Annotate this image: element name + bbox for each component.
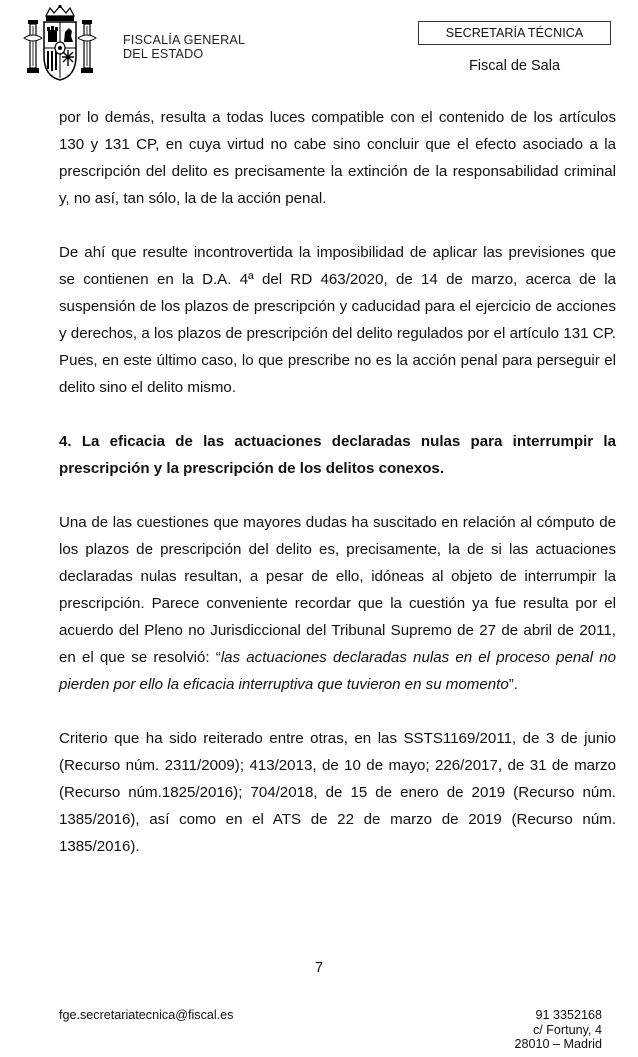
paragraph-3 [59, 509, 616, 698]
section-subtitle: Fiscal de Sala [468, 58, 561, 74]
footer-street: c/ Fortuny, 4 [532, 1022, 602, 1037]
institution-name [123, 33, 245, 61]
section-box: SECRETARÍA TÉCNICA [418, 21, 611, 45]
spanish-coat-of-arms-icon [16, 4, 104, 82]
footer-contact [514, 1008, 602, 1052]
paragraph-4: Criterio que ha sido reiterado entre otras, en las SSTS1169/2011, de 3 de junio (Recurso núm. 2311/2009); 413/2013, de 10 de mayo; 226/2017, de 31 de marzo (Recurso núm.1825/2016); 704/2018, de 15 de enero de 2019 (Recurso núm. 1385/2016), así como en el ATS de 22 de marzo de 2019 (Recurso núm. 1385/2016). [59, 730, 616, 855]
institution-name-line-2: DEL ESTADO [123, 47, 204, 61]
coat-of-arms-logo [16, 4, 104, 82]
paragraph-3-quote: las actuaciones declaradas nulas en el proceso penal no pierden por ello la eficacia interruptiva que tuvieron en su momento [59, 649, 617, 693]
paragraph-1: por lo demás, resulta a todas luces compatible con el contenido de los artículos 130 y 131 CP, en cuya virtud no cabe sino concluir que el efecto asociado a la prescripción del delito es precisamente la extinción de la responsabilidad criminal y, no así, tan sólo, la de la acción penal. [59, 109, 616, 207]
section-heading-4: 4. La eficacia de las actuaciones declaradas nulas para interrumpir la prescripción y la prescripción de los delitos conexos. [59, 433, 616, 477]
institution-name-line-1: FISCALÍA GENERAL [123, 33, 246, 47]
page-number: 7 [314, 960, 324, 976]
footer-city: 28010 – Madrid [514, 1037, 602, 1051]
footer-phone: 91 3352168 [535, 1008, 602, 1022]
paragraph-3-lead: Una de las cuestiones que mayores dudas ha suscitado en relación al cómputo de los plazos de prescripción del delito es, precisamente, la de si las actuaciones declaradas nulas resultan, a pesar de ello, idóneas al objeto de interrumpir la prescripción. Parece conveniente recordar que la cuestión ya fue resulta por el acuerdo del Pleno no Jurisdiccional del Tribunal Supremo de 27 de abril de 2011, en el que se resolvió: “ [59, 514, 616, 666]
paragraph-3-tail: ”. [508, 676, 518, 693]
document-body [59, 104, 616, 887]
paragraph-2: De ahí que resulte incontrovertida la imposibilidad de aplicar las previsiones que se contienen en la D.A. 4ª del RD 463/2020, de 14 de marzo, acerca de la suspensión de los plazos de prescripción y caducidad para el ejercicio de acciones y derechos, a los plazos de prescripción del delito regulados por el artículo 131 CP. Pues, en este último caso, lo que prescribe no es la acción penal para perseguir el delito sino el delito mismo. [59, 244, 616, 396]
footer-email: fge.secretariatecnica@fiscal.es [59, 1008, 234, 1022]
